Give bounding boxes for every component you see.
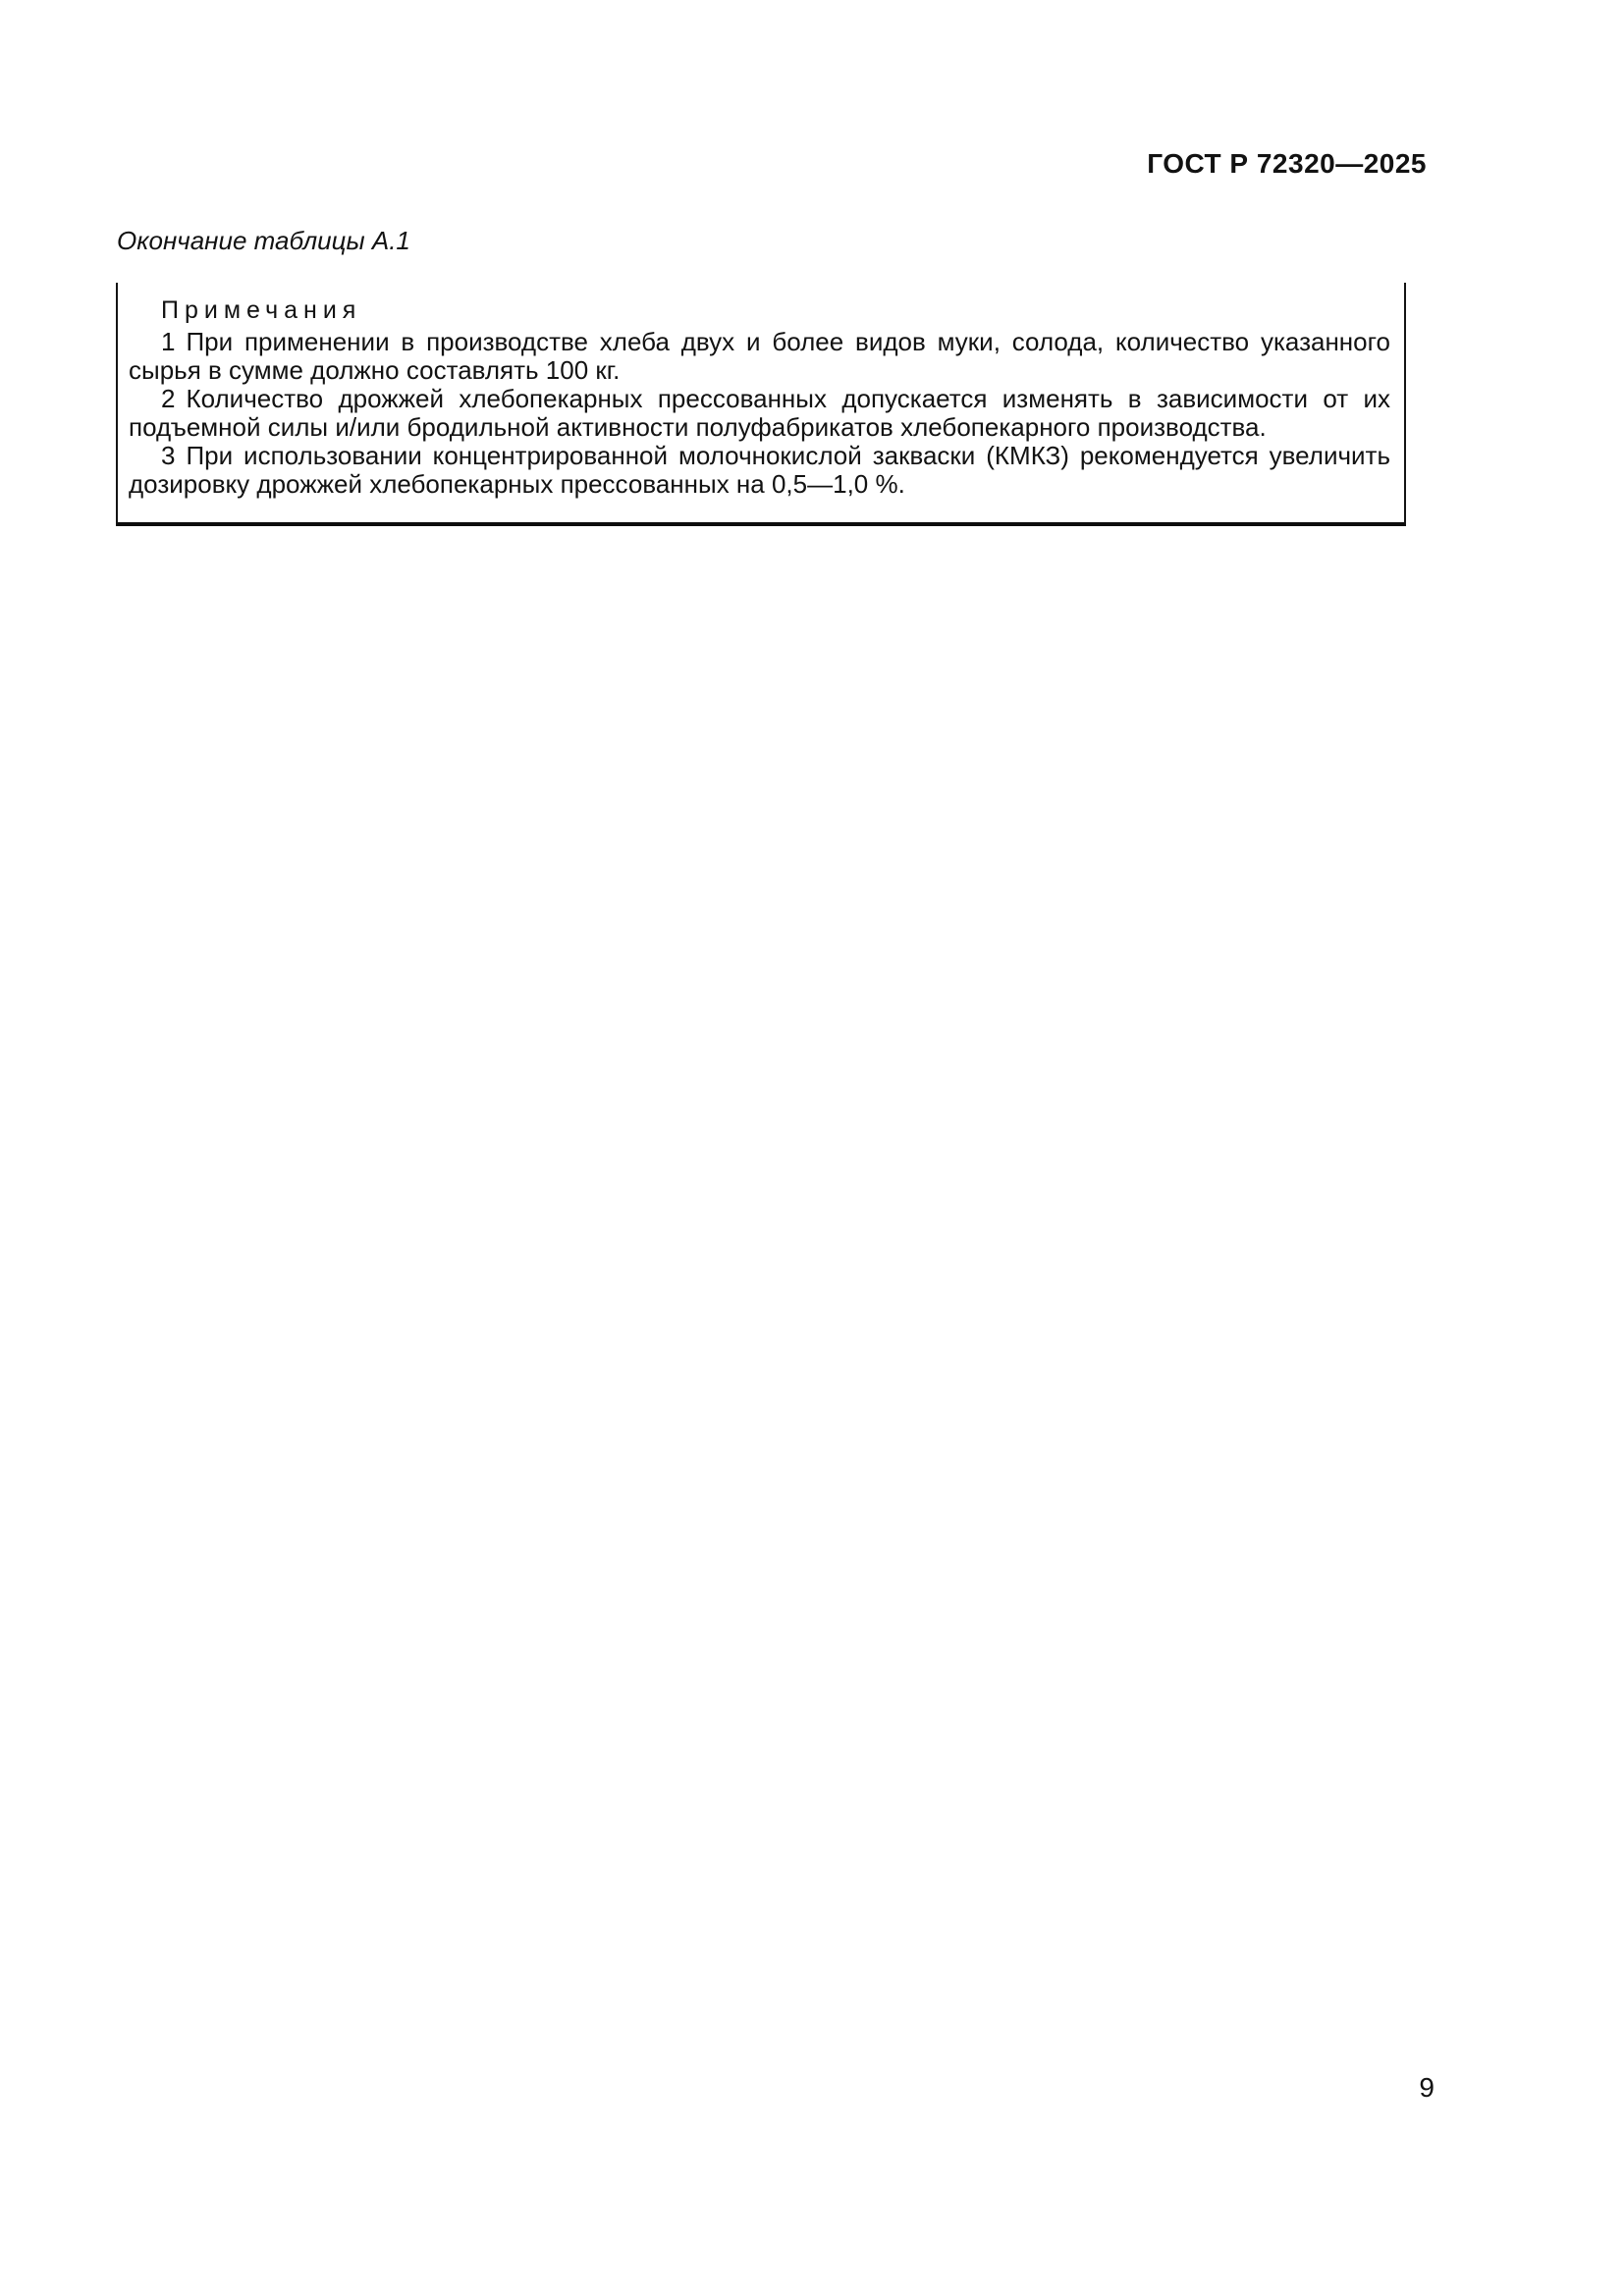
note-number: 1 [161,327,176,356]
standard-designation-header: ГОСТ Р 72320—2025 [1147,148,1427,179]
notes-heading: Примечания [161,296,362,324]
note-item-3 [129,442,1390,499]
note-number: 3 [161,441,176,470]
note-text: При применении в производстве хлеба двух и более видов муки, солода, количество указанного сырья в сумме должно составлять 100 кг. [129,327,1390,385]
note-text: Количество дрожжей хлебопекарных прессованных допускается изменять в зависимости от их подъемной силы и/или бродильной активности полуфабрикатов хлебопекарного производства. [129,384,1390,442]
note-item-1 [129,328,1390,385]
table-continuation-caption: Окончание таблицы А.1 [117,226,410,255]
note-text: При использовании концентрированной молочнокислой закваски (КМКЗ) рекомендуется увеличить дозировку дрожжей хлебопекарных прессованных на 0,5—1,0 %. [129,441,1390,499]
note-item-2 [129,385,1390,442]
table-notes-box [116,283,1406,526]
note-number: 2 [161,384,176,413]
page-number: 9 [1419,2072,1435,2103]
